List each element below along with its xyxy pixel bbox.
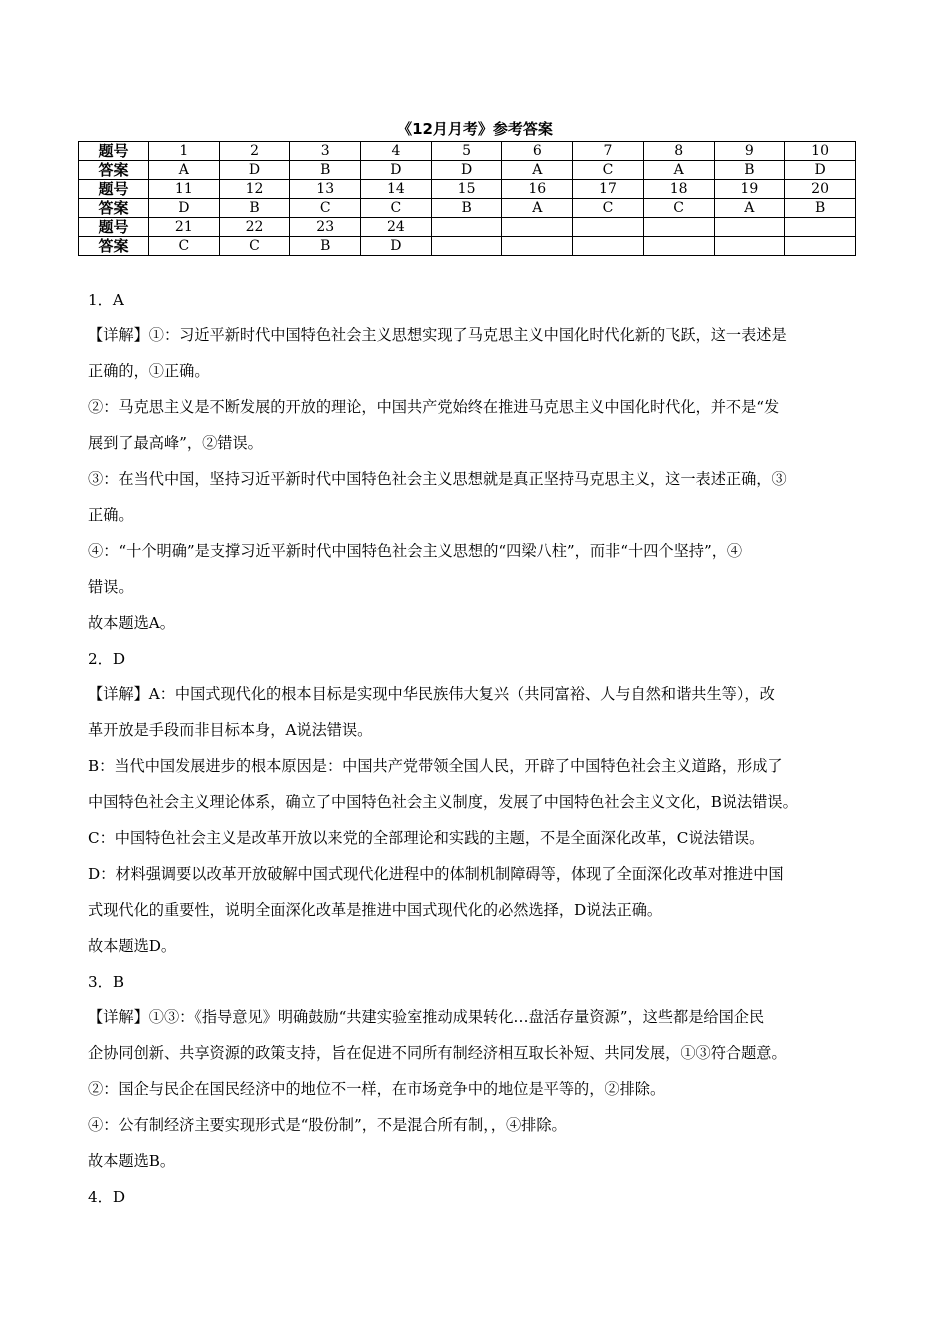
answer-cell: [643, 237, 714, 256]
question-number-row: [79, 218, 856, 237]
question-number-cell: 15: [431, 180, 502, 199]
explanation-line: C：中国特色社会主义是改革开放以来党的全部理论和实践的主题，不是全面深化改革，C说法错误。: [88, 829, 765, 847]
question-number-cell: 10: [785, 142, 856, 161]
answer-cell: B: [290, 237, 361, 256]
answer-explanations: [88, 282, 863, 1214]
answer-cell: C: [361, 199, 432, 218]
answer-cell: A: [149, 161, 220, 180]
question-number-cell: 22: [219, 218, 290, 237]
answer-cell: C: [219, 237, 290, 256]
answer-cell: A: [714, 199, 785, 218]
question-number-cell: 13: [290, 180, 361, 199]
explanation-line: 【详解】A：中国式现代化的根本目标是实现中华民族伟大复兴（共同富裕、人与自然和谐共生等），改: [88, 685, 775, 703]
question-number-cell: 24: [361, 218, 432, 237]
answer-cell: D: [149, 199, 220, 218]
question-number-cell: [573, 218, 644, 237]
answer-cell: [573, 237, 644, 256]
question-number-cell: 21: [149, 218, 220, 237]
question-number-cell: 4: [361, 142, 432, 161]
row-header: 题号: [79, 142, 149, 161]
question-number-cell: 19: [714, 180, 785, 199]
explanation-line: ②：马克思主义是不断发展的开放的理论，中国共产党始终在推进马克思主义中国化时代化，并不是“发: [88, 398, 780, 416]
explanation-line: 【详解】①③：《指导意见》明确鼓励“共建实验室推动成果转化…盘活存量资源”，这些都是给国企民: [88, 1008, 765, 1026]
question-answer-heading: 3．B: [88, 973, 125, 991]
question-number-cell: [502, 218, 573, 237]
question-number-cell: 11: [149, 180, 220, 199]
answer-cell: B: [219, 199, 290, 218]
explanation-line: 企协同创新、共享资源的政策支持，旨在促进不同所有制经济相互取长补短、共同发展，①③符合题意。: [88, 1044, 787, 1062]
explanation-line: ④：公有制经济主要实现形式是“股份制”，不是混合所有制，，④排除。: [88, 1116, 567, 1134]
answer-cell: C: [573, 161, 644, 180]
question-number-cell: 18: [643, 180, 714, 199]
explanation-line: D：材料强调要以改革开放破解中国式现代化进程中的体制机制障碍等，体现了全面深化改革对推进中国: [88, 865, 784, 883]
answer-table: [78, 141, 856, 256]
explanation-line: 中国特色社会主义理论体系，确立了中国特色社会主义制度，发展了中国特色社会主义文化，B说法错误。: [88, 793, 798, 811]
answer-cell: D: [431, 161, 502, 180]
explanation-line: 正确的，①正确。: [88, 362, 210, 380]
explanation-line: B：当代中国发展进步的根本原因是：中国共产党带领全国人民，开辟了中国特色社会主义道路，形成了: [88, 757, 783, 775]
question-number-cell: 8: [643, 142, 714, 161]
answer-row: [79, 161, 856, 180]
explanation-line: 故本题选D。: [88, 937, 177, 955]
explanation-line: 正确。: [88, 506, 134, 524]
answer-cell: B: [785, 199, 856, 218]
answer-cell: [502, 237, 573, 256]
answer-cell: A: [502, 199, 573, 218]
answer-cell: C: [149, 237, 220, 256]
question-number-cell: 6: [502, 142, 573, 161]
question-number-cell: 1: [149, 142, 220, 161]
answer-cell: [714, 237, 785, 256]
question-number-cell: 5: [431, 142, 502, 161]
explanation-line: 故本题选A。: [88, 614, 175, 632]
question-number-cell: 7: [573, 142, 644, 161]
answer-cell: B: [290, 161, 361, 180]
question-number-cell: [431, 218, 502, 237]
question-number-cell: 9: [714, 142, 785, 161]
question-answer-heading: 2．D: [88, 650, 126, 668]
question-number-cell: 20: [785, 180, 856, 199]
answer-cell: C: [573, 199, 644, 218]
question-number-cell: 23: [290, 218, 361, 237]
question-number-cell: 16: [502, 180, 573, 199]
question-answer-heading: 1．A: [88, 291, 124, 309]
explanation-line: 式现代化的重要性，说明全面深化改革是推进中国式现代化的必然选择，D说法正确。: [88, 901, 663, 919]
explanation-line: 故本题选B。: [88, 1152, 176, 1170]
answer-cell: D: [785, 161, 856, 180]
question-number-cell: 12: [219, 180, 290, 199]
explanation-line: 【详解】①：习近平新时代中国特色社会主义思想实现了马克思主义中国化时代化新的飞跃，这一表述是: [88, 326, 787, 344]
question-number-row: [79, 180, 856, 199]
explanation-line: ②：国企与民企在国民经济中的地位不一样，在市场竞争中的地位是平等的，②排除。: [88, 1080, 666, 1098]
question-number-cell: 2: [219, 142, 290, 161]
explanation-line: 错误。: [88, 578, 134, 596]
row-header: 题号: [79, 218, 149, 237]
explanation-line: ③：在当代中国，坚持习近平新时代中国特色社会主义思想就是真正坚持马克思主义，这一表述正确，③: [88, 470, 787, 488]
explanation-line: 革开放是手段而非目标本身，A说法错误。: [88, 721, 373, 739]
answer-cell: A: [643, 161, 714, 180]
document-title: 《12月月考》参考答案: [397, 120, 553, 138]
question-number-cell: 17: [573, 180, 644, 199]
question-number-cell: 14: [361, 180, 432, 199]
row-header: 答案: [79, 237, 149, 256]
question-number-cell: 3: [290, 142, 361, 161]
explanation-line: ④：“十个明确”是支撑习近平新时代中国特色社会主义思想的“四梁八柱”，而非“十四个坚持”，④: [88, 542, 743, 560]
question-number-row: [79, 142, 856, 161]
question-number-cell: [714, 218, 785, 237]
row-header: 题号: [79, 180, 149, 199]
answer-cell: B: [714, 161, 785, 180]
answer-row: [79, 237, 856, 256]
answer-cell: D: [361, 237, 432, 256]
row-header: 答案: [79, 161, 149, 180]
answer-row: [79, 199, 856, 218]
answer-cell: [785, 237, 856, 256]
question-answer-heading: 4．D: [88, 1188, 126, 1206]
question-number-cell: [643, 218, 714, 237]
answer-cell: C: [290, 199, 361, 218]
answer-cell: C: [643, 199, 714, 218]
answer-cell: A: [502, 161, 573, 180]
answer-cell: D: [219, 161, 290, 180]
answer-cell: B: [431, 199, 502, 218]
question-number-cell: [785, 218, 856, 237]
explanation-line: 展到了最高峰”，②错误。: [88, 434, 263, 452]
answer-cell: [431, 237, 502, 256]
row-header: 答案: [79, 199, 149, 218]
answer-cell: D: [361, 161, 432, 180]
